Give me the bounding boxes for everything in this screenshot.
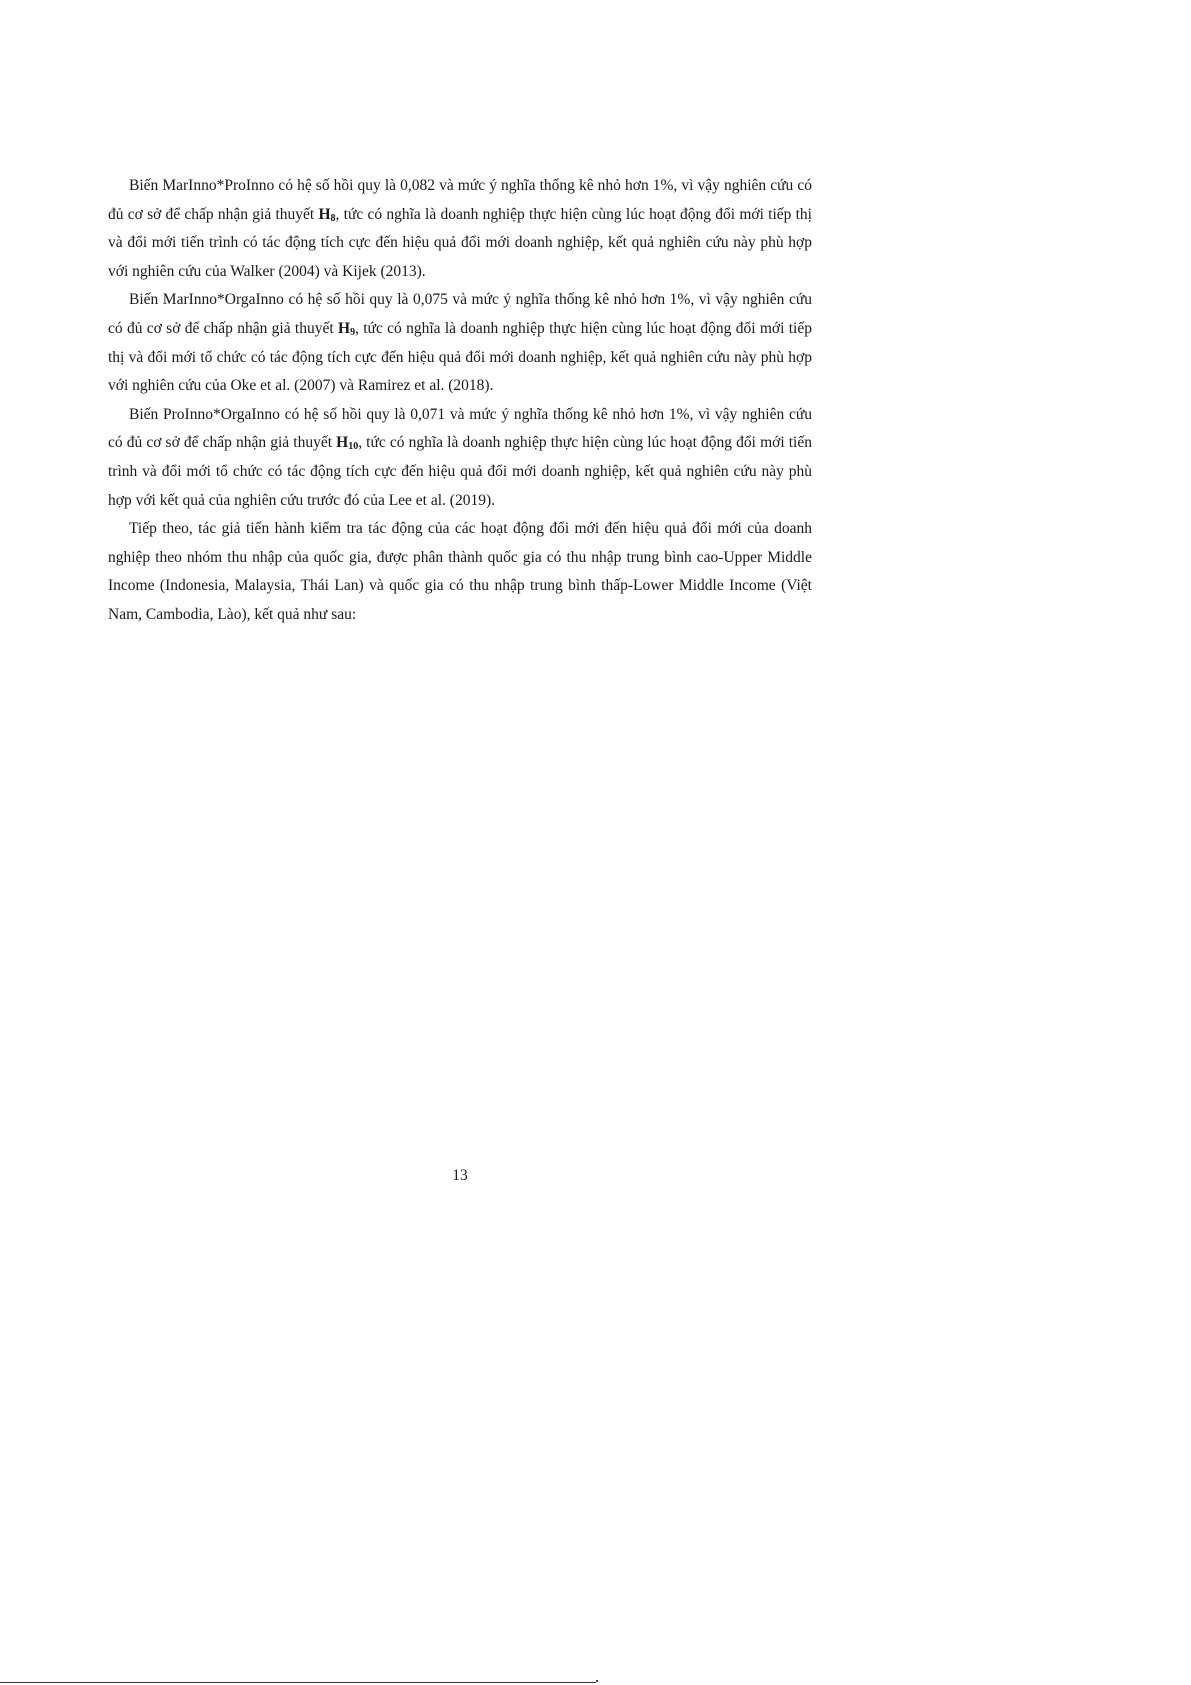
body-text: [108, 172, 812, 630]
page-number: 13: [452, 1167, 468, 1184]
paragraph-hypothesis-9: Biến MarInno*OrgaInno có hệ số hồi quy là 0,075 và mức ý nghĩa thống kê nhỏ hơn 1%, vì vậy nghiên cứu có đủ cơ sở để chấp nhận giả thuyết $H_9$, tức có nghĩa là doanh nghiệp thực hiện cùng lúc hoạt động đổi mới tiếp thị và đổi mới tổ chức có tác động tích cực đến hiệu quả đổi mới doanh nghiệp, kết quả nghiên cứu này phù hợp với nghiên cứu của Oke et al. (2007) và Ramirez et al. (2018).: [108, 291, 812, 395]
footer-divider-end-mark: [596, 1680, 598, 1682]
footer-divider: [0, 1682, 596, 1683]
hypothesis-label-h8: $H_8$: [318, 205, 336, 224]
paragraph-hypothesis-10: Biến ProInno*OrgaInno có hệ số hồi quy là 0,071 và mức ý nghĩa thống kê nhỏ hơn 1%, vì vậy nghiên cứu có đủ cơ sở để chấp nhận giả thuyết $H_{10}$, tức có nghĩa là doanh nghiệp thực hiện cùng lúc hoạt động đổi mới tiến trình và đổi mới tổ chức có tác động tích cực đến hiệu quả đổi mới doanh nghiệp, kết quả nghiên cứu này phù hợp với kết quả của nghiên cứu trước đó của Lee et al. (2019).: [108, 405, 812, 509]
paragraph-hypothesis-8: Biến MarInno*ProInno có hệ số hồi quy là 0,082 và mức ý nghĩa thống kê nhỏ hơn 1%, vì vậy nghiên cứu có đủ cơ sở để chấp nhận giả thuyết $H_8$, tức có nghĩa là doanh nghiệp thực hiện cùng lúc hoạt động đổi mới tiếp thị và đổi mới tiến trình có tác động tích cực đến hiệu quả đổi mới doanh nghiệp, kết quả nghiên cứu này phù hợp với nghiên cứu của Walker (2004) và Kijek (2013).: [108, 177, 812, 280]
hypothesis-label-h9: $H_9$: [338, 319, 356, 338]
hypothesis-label-h10: $H_{10}$: [336, 434, 359, 453]
paragraph-income-groups: Tiếp theo, tác giả tiến hành kiểm tra tác động của các hoạt động đổi mới đến hiệu quả đổi mới của doanh nghiệp theo nhóm thu nhập của quốc gia, được phân thành quốc gia có thu nhập trung bình cao-Upper Middle Income (Indonesia, Malaysia, Thái Lan) và quốc gia có thu nhập trung bình thấp-Lower Middle Income (Việt Nam, Cambodia, Lào), kết quả như sau:: [108, 520, 812, 623]
